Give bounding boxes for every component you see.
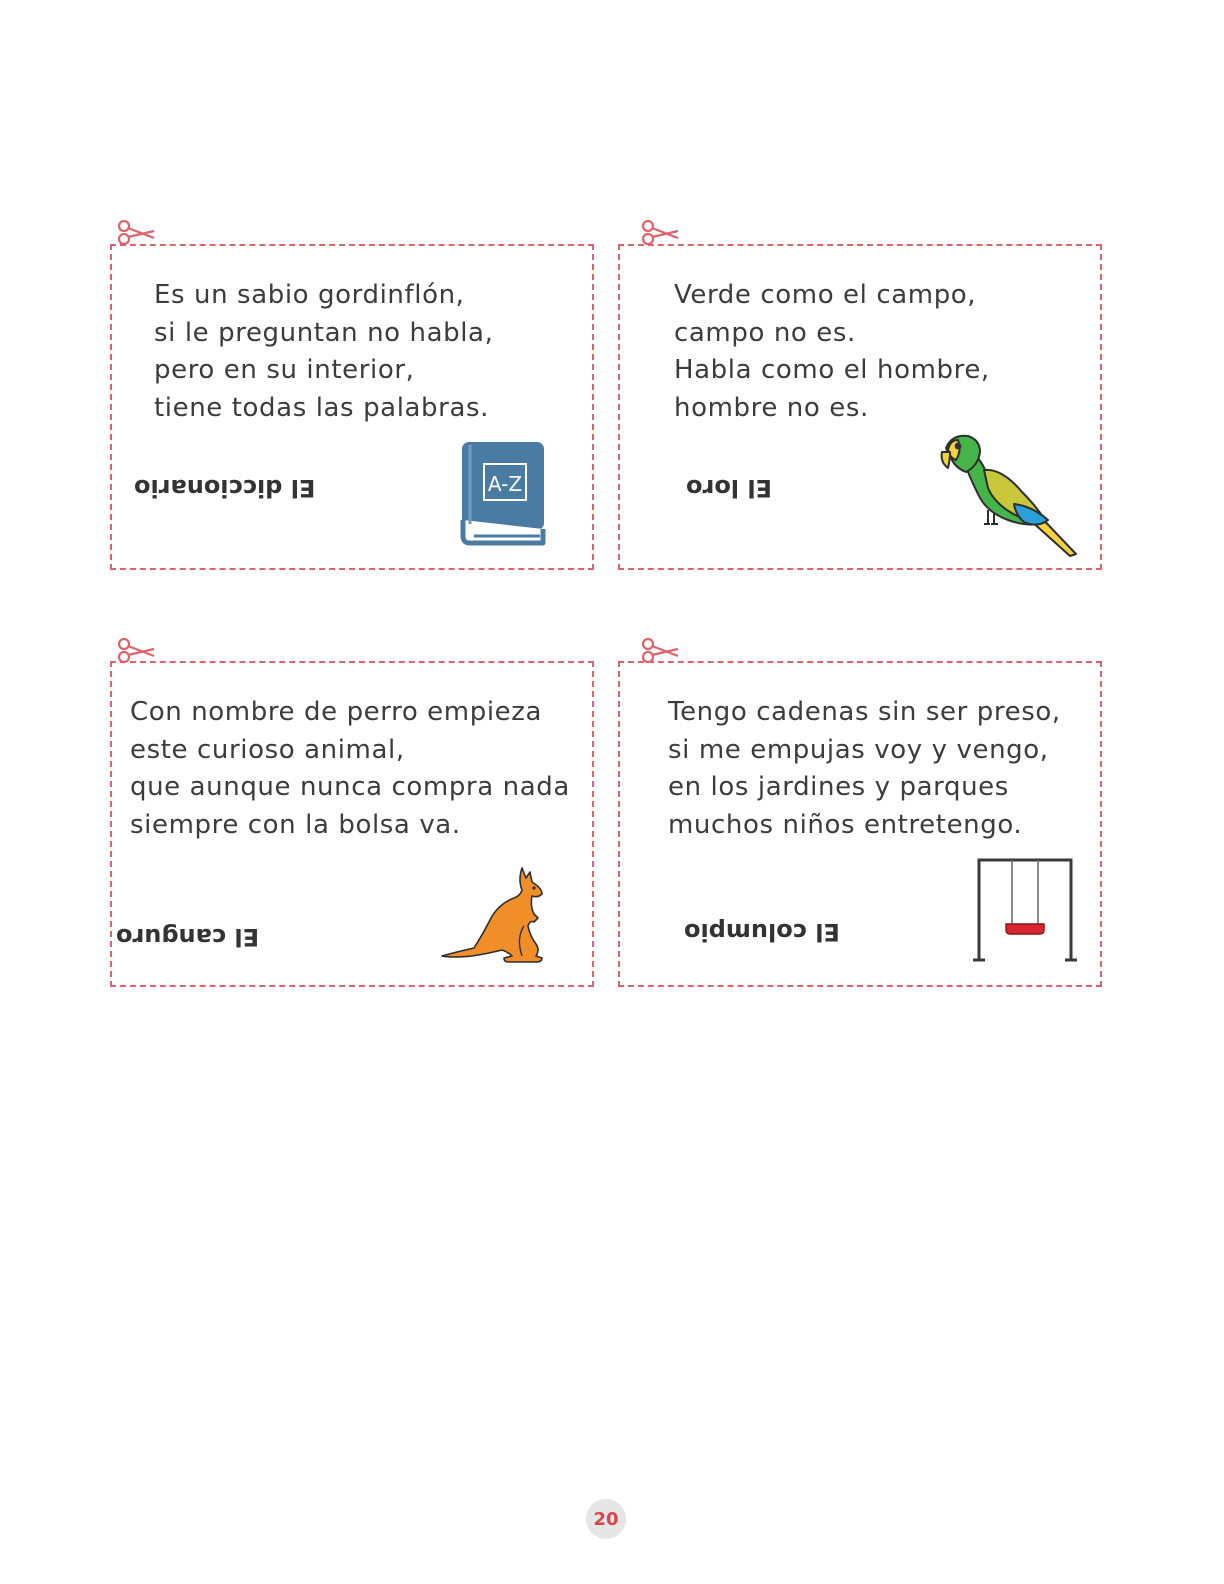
riddle-line: muchos niños entretengo. bbox=[668, 809, 1023, 840]
page-number: 20 bbox=[586, 1499, 626, 1539]
riddle-line: Verde como el campo, bbox=[674, 280, 977, 310]
parrot-icon bbox=[938, 432, 1080, 560]
answer-label: El canguro bbox=[116, 923, 260, 951]
riddle-line: Tengo cadenas sin ser preso, bbox=[668, 697, 1061, 727]
dictionary-book-icon bbox=[460, 440, 546, 546]
riddle-line: Con nombre de perro empieza bbox=[130, 697, 543, 727]
riddle-line: si le preguntan no habla, bbox=[154, 317, 494, 348]
riddle-text bbox=[668, 694, 1061, 844]
answer-label: El diccionario bbox=[134, 474, 316, 502]
book-label: A-Z bbox=[487, 472, 523, 496]
riddle-line: en los jardines y parques bbox=[668, 772, 1009, 802]
riddle-line: pero en su interior, bbox=[154, 355, 415, 385]
riddle-line: Habla como el hombre, bbox=[674, 355, 990, 385]
riddle-line: este curioso animal, bbox=[130, 734, 405, 765]
riddle-line: tiene todas las palabras. bbox=[154, 392, 489, 423]
riddle-line: campo no es. bbox=[674, 317, 856, 348]
riddle-text bbox=[154, 277, 493, 427]
answer-label: El columpio bbox=[684, 918, 840, 946]
riddle-line: Es un sabio gordinflón, bbox=[154, 280, 465, 310]
kangaroo-icon bbox=[438, 866, 548, 966]
riddle-line: que aunque nunca compra nada bbox=[130, 772, 570, 802]
swing-icon bbox=[972, 856, 1078, 964]
answer-label: El loro bbox=[686, 474, 773, 502]
riddle-line: si me empujas voy y vengo, bbox=[668, 734, 1049, 765]
riddle-line: siempre con la bolsa va. bbox=[130, 809, 461, 840]
riddle-text bbox=[130, 694, 570, 844]
riddle-text bbox=[674, 277, 990, 427]
riddle-line: hombre no es. bbox=[674, 392, 869, 423]
